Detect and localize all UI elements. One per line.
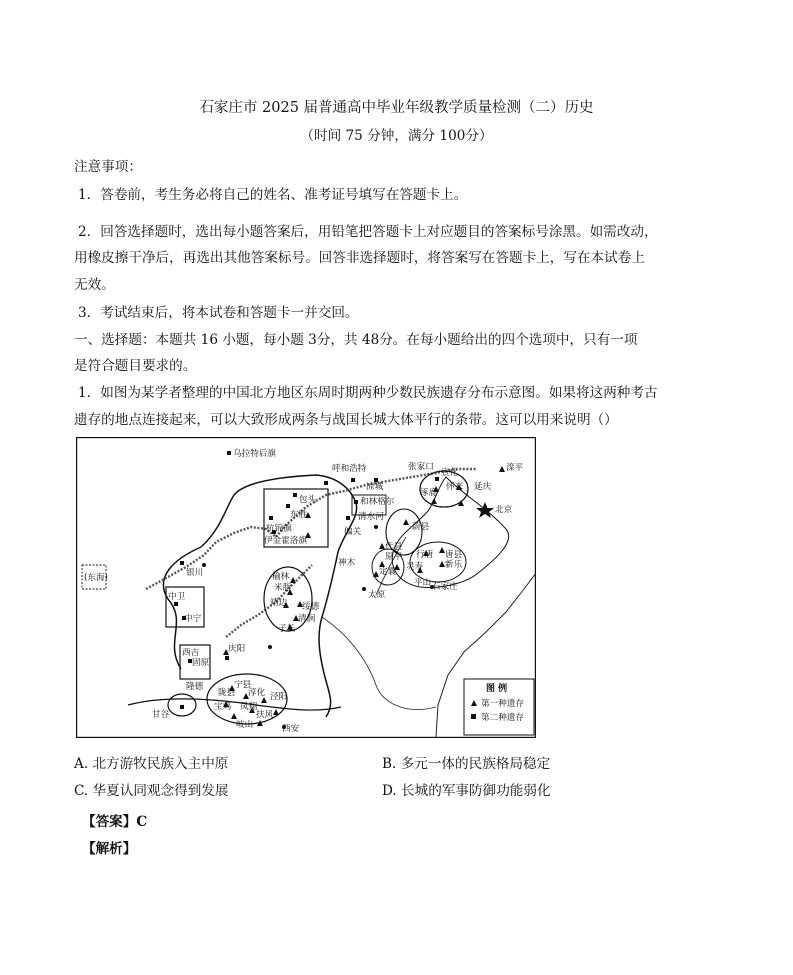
- label-zichang: 子长: [278, 624, 296, 634]
- legend-second: 第二种遗存: [481, 713, 524, 723]
- label-ningxian: 宁县: [234, 680, 252, 690]
- label-qingyang: 庆阳: [228, 644, 246, 654]
- label-qingjian: 清涧: [298, 614, 316, 624]
- label-qishan: 岐山: [236, 720, 254, 730]
- label-taiyuan: 太原: [368, 590, 386, 600]
- legend-title: 图 例: [486, 684, 508, 694]
- label-gangu: 甘谷: [152, 710, 170, 720]
- label-xinle: 新乐: [445, 560, 463, 570]
- label-liangcheng: 凉城: [366, 482, 384, 492]
- note-item-2: 2．回答选择题时，选出每小题答案后，用铅笔把答题卡上对应题目的答案标号涂黑。如需改动，: [78, 224, 658, 240]
- analysis-label: 【解析】: [82, 841, 137, 857]
- section-instruction-line-2: 是符合题目要求的。: [74, 358, 197, 374]
- label-huailai: 怀来: [446, 482, 464, 492]
- question-stem: 1．如图为某学者整理的中国北方地区东周时期两种少数民族遗存分布示意图。如果将这两种考古: [78, 385, 658, 401]
- section-instruction: 一、选择题：本题共 16 小题，每小题 3分，共 48分。在每小题给出的四个选项中，只有一项: [74, 332, 638, 348]
- label-xuanhua: 宣化: [441, 468, 459, 478]
- note-item-2-line-2: 用橡皮擦干净后，再选出其他答案标号。回答非选择题时，将答案写在答题卡上，写在本试卷上: [74, 250, 645, 266]
- label-yulin: 榆林: [272, 572, 290, 582]
- label-longde: 隆德: [186, 682, 204, 692]
- label-xian: 西安: [282, 724, 300, 734]
- label-zhangjiakou: 张家口: [408, 462, 434, 472]
- label-huhehaote: 呼和浩特: [332, 464, 367, 474]
- label-suide: 绥德: [302, 602, 320, 612]
- label-qingshuihe: 清水河: [358, 512, 384, 522]
- label-shijiazhuang: 石家庄: [432, 582, 458, 592]
- label-baoji: 宝鸡: [214, 702, 232, 712]
- note-item-3: 3．考试结束后，将本试卷和答题卡一并交回。: [78, 305, 359, 321]
- option-c[interactable]: C. 华夏认同观念得到发展: [74, 783, 229, 799]
- note-item-1: 1．答卷前，考生务必将自己的姓名、准考证号填写在答题卡上。: [78, 187, 468, 203]
- label-zhongwei: 中卫: [168, 592, 186, 602]
- notes-heading: 注意事项：: [74, 159, 142, 175]
- page-title: 石家庄市 2025 届普通高中毕业年级教学质量检测（二）历史: [199, 100, 594, 116]
- label-pianguan: 偏关: [344, 527, 362, 537]
- label-longxian: 陇县: [218, 688, 236, 698]
- label-jingbian: 靖边: [270, 598, 288, 608]
- label-ejinhoro: 伊金霍洛旗: [264, 536, 307, 546]
- label-zhongning: 中宁: [184, 614, 202, 624]
- question-stem-line-2: 遗存的地点连接起来，可以大致形成两条与战国长城大体平行的条带。这可以用来说明（）: [74, 412, 618, 428]
- answer-label: 【答案】C: [82, 814, 148, 830]
- label-jingyang: 泾阳: [270, 692, 288, 702]
- label-guyuan: 固原: [192, 658, 210, 668]
- option-a[interactable]: A. 北方游牧民族入主中原: [74, 756, 229, 772]
- label-hanggin: 杭锦旗: [266, 524, 292, 534]
- label-daixian: 代县: [385, 542, 403, 552]
- label-pingshan: 平山: [414, 578, 432, 588]
- label-dingxiang: 定襄: [379, 567, 397, 577]
- label-luanping: 滦平: [506, 463, 524, 473]
- label-shenmu: 神木: [338, 558, 356, 568]
- legend-first: 第一种遗存: [481, 699, 524, 709]
- label-yanqing: 延庆: [474, 482, 492, 492]
- label-beijing: 北京: [495, 505, 513, 515]
- page-subtitle: （时间 75 分钟，满分 100分）: [300, 128, 493, 144]
- archaeology-map: [76, 437, 536, 738]
- option-d[interactable]: D. 长城的军事防御功能弱化: [382, 783, 551, 799]
- label-chunhua: 淳化: [248, 688, 266, 698]
- option-b[interactable]: B. 多元一体的民族格局稳定: [382, 756, 551, 772]
- label-zhuolu: 涿鹿: [420, 488, 438, 498]
- label-fengxiang: 凤翔: [240, 702, 258, 712]
- note-item-2-line-3: 无效。: [74, 277, 115, 293]
- label-xingtang: 行唐: [416, 550, 434, 560]
- label-yinchuan: 银川: [186, 568, 204, 578]
- label-baotou: 包头: [299, 495, 317, 505]
- map-svg: [76, 437, 536, 738]
- label-mizhi: 米脂: [274, 583, 292, 593]
- label-wulatehouqi: 乌拉特后旗: [233, 449, 276, 459]
- label-horinger: 和林格尔: [360, 497, 395, 507]
- label-weixian: 蔚县: [412, 522, 430, 532]
- label-fufeng: 扶风: [256, 710, 274, 720]
- label-xiji: 西吉: [182, 648, 200, 658]
- label-inset: (东海): [84, 573, 108, 583]
- label-lingshou: 灵寿: [406, 562, 424, 572]
- label-tangxian: 唐县: [445, 550, 463, 560]
- label-dongsheng: 东胜: [290, 510, 308, 520]
- label-yuanping: 原平: [385, 552, 403, 562]
